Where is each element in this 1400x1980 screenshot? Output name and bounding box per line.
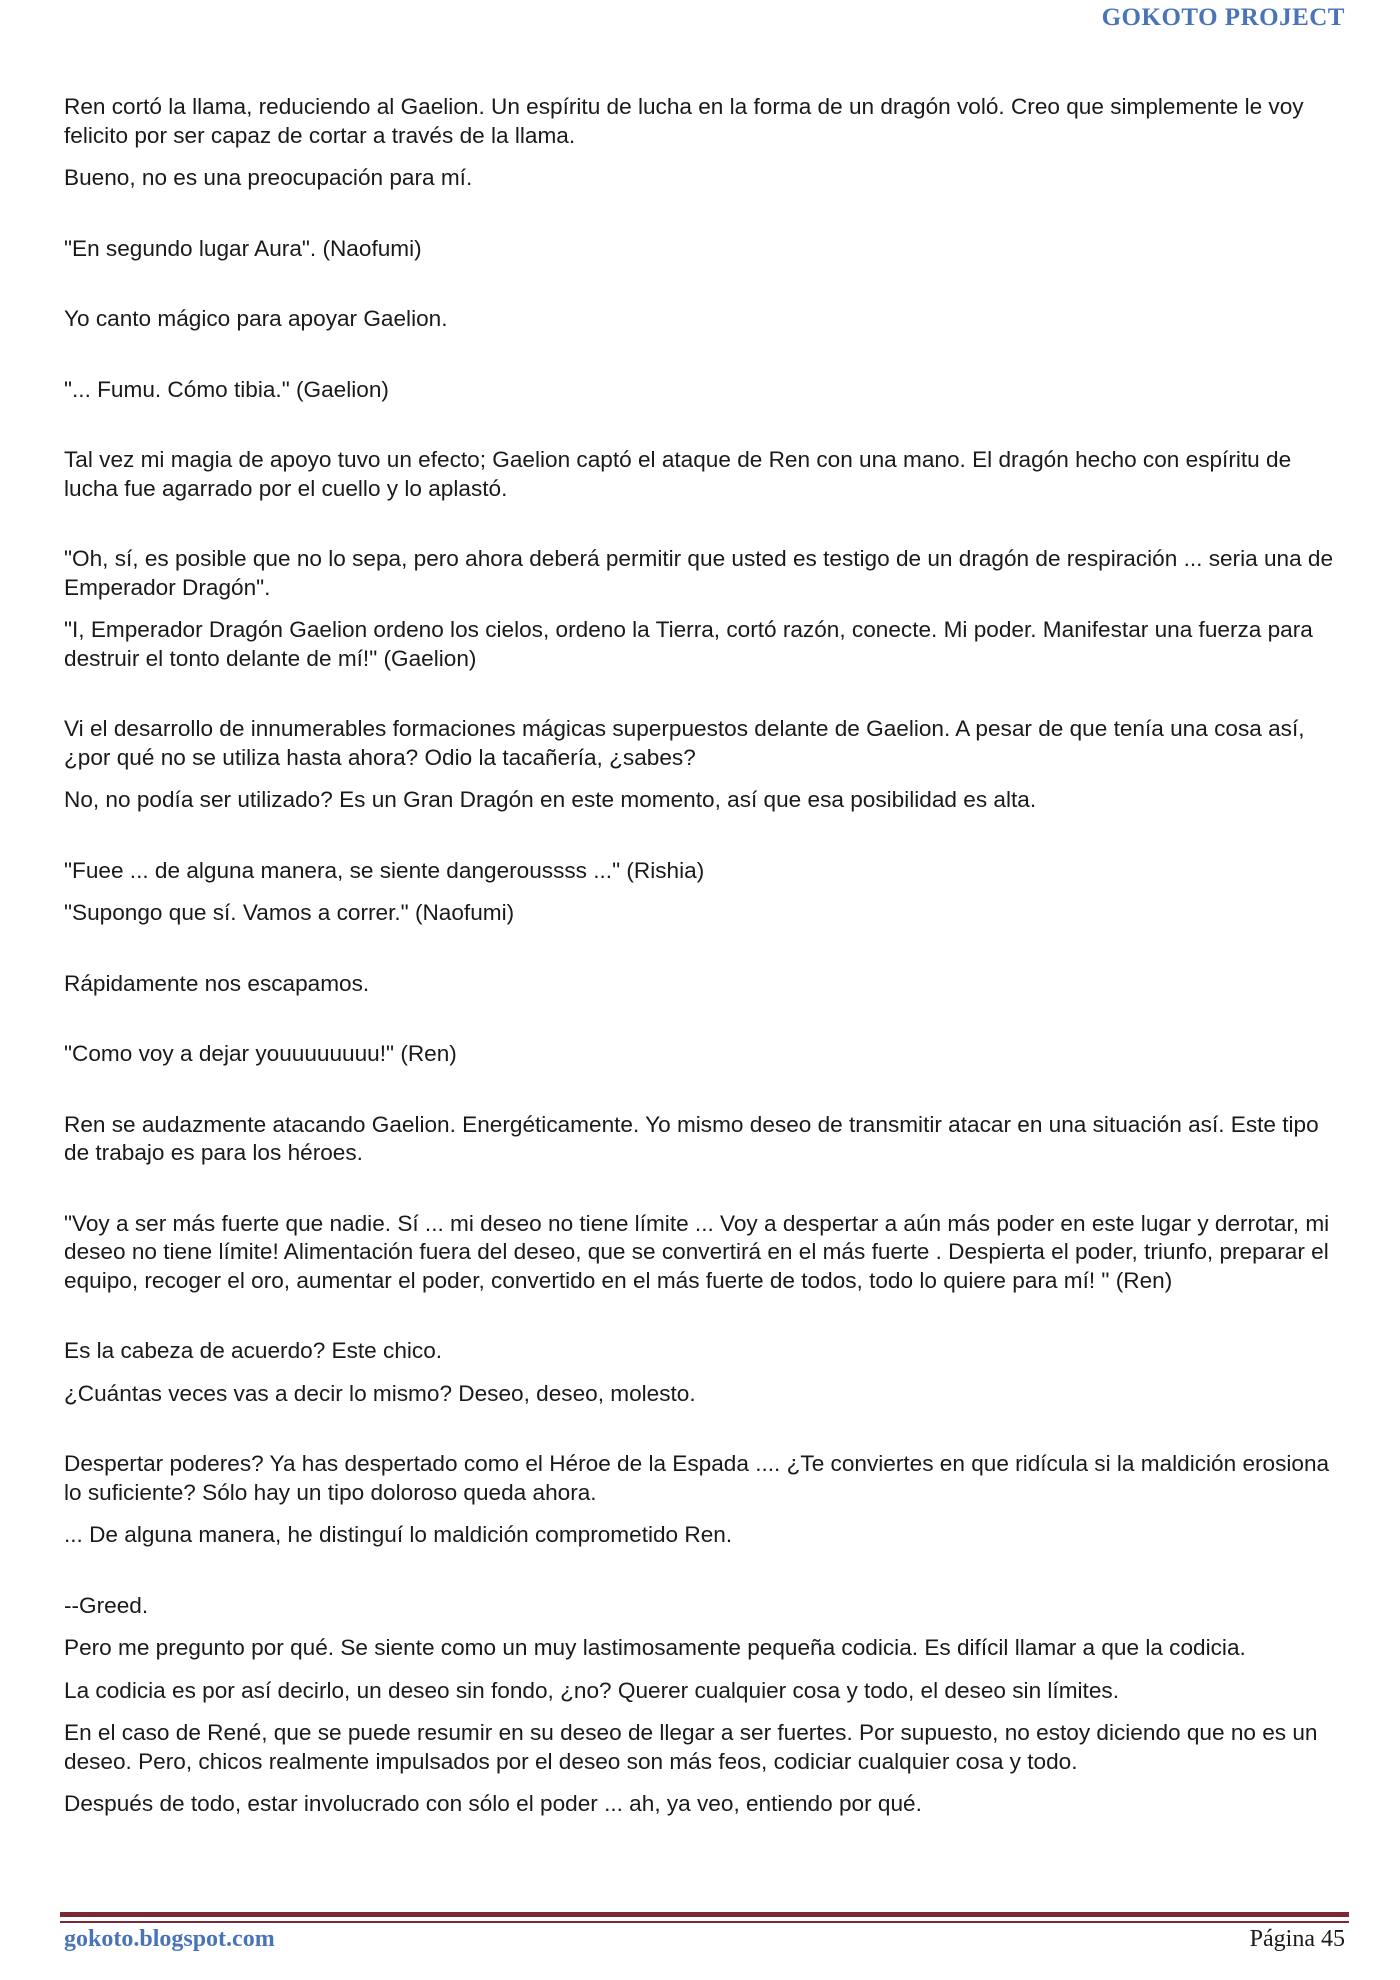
paragraph: "I, Emperador Dragón Gaelion ordeno los cielos, ordeno la Tierra, cortó razón, conecte. Mi poder. Manifestar una fuerza para destruir el tonto delante de mí!" (Gaelion): [64, 617, 1313, 671]
footer-divider: [60, 1912, 1349, 1926]
paragraph: "Como voy a dejar youuuuuuuu!" (Ren): [64, 1041, 457, 1066]
paragraph: --Greed.: [64, 1592, 149, 1618]
paragraph: "Oh, sí, es posible que no lo sepa, pero ahora deberá permitir que usted es testigo de un dragón de respiración ... seria una de Emperador Dragón".: [64, 546, 1334, 600]
paragraph: Bueno, no es una preocupación para mí.: [64, 165, 473, 190]
paragraph: "Fuee ... de alguna manera, se siente dangeroussss ..." (Rishia): [64, 857, 705, 883]
paragraph: La codicia es por así decirlo, un deseo sin fondo, ¿no? Querer cualquier cosa y todo, el deseo sin límites.: [64, 1677, 1119, 1703]
paragraph: "En segundo lugar Aura". (Naofumi): [64, 235, 422, 261]
paragraph: "Voy a ser más fuerte que nadie. Sí ... mi deseo no tiene límite ... Voy a despertar a aún más poder en este lugar y derrotar, mi deseo no tiene límite! Alimentación fuera del deseo, que se convertirá en el más fuerte . Despierta el poder, triunfo, preparar el equipo, recoger el oro, aumentar el poder, convertido en el más fuerte de todos, todo lo quiere para mí! " (Ren): [64, 1210, 1330, 1293]
header-brand: GOKOTO PROJECT: [1101, 4, 1345, 31]
paragraph: "Supongo que sí. Vamos a correr." (Naofumi): [64, 900, 515, 925]
footer-divider-thick: [60, 1912, 1349, 1917]
paragraph: Ren se audazmente atacando Gaelion. Energéticamente. Yo mismo deseo de transmitir atacar en una situación así. Este tipo de trabajo es para los héroes.: [64, 1111, 1319, 1165]
paragraph: En el caso de René, que se puede resumir en su deseo de llegar a ser fuertes. Por supuesto, no estoy diciendo que no es un deseo. Pero, chicos realmente impulsados por el deseo son más feos, codiciar cualquier cosa y todo.: [64, 1720, 1318, 1774]
footer-site-link[interactable]: gokoto.blogspot.com: [64, 1926, 275, 1952]
footer-page-number: Página 45: [1249, 1926, 1345, 1952]
footer-divider-thin: [60, 1921, 1349, 1923]
paragraph: No, no podía ser utilizado? Es un Gran Dragón en este momento, así que esa posibilidad es alta.: [64, 787, 1037, 812]
paragraph: Tal vez mi magia de apoyo tuvo un efecto; Gaelion captó el ataque de Ren con una mano. El dragón hecho con espíritu de lucha fue agarrado por el cuello y lo aplastó.: [64, 447, 1292, 501]
paragraph: Vi el desarrollo de innumerables formaciones mágicas superpuestos delante de Gaelion. A pesar de que tenía una cosa así, ¿por qué no se utiliza hasta ahora? Odio la tacañería, ¿sabes?: [64, 716, 1305, 770]
paragraph: Después de todo, estar involucrado con sólo el poder ... ah, ya veo, entiendo por qué.: [64, 1791, 922, 1816]
paragraph: Ren cortó la llama, reduciendo al Gaelion. Un espíritu de lucha en la forma de un dragón voló. Creo que simplemente le voy felicito por ser capaz de cortar a través de la llama.: [64, 94, 1304, 148]
paragraph: ¿Cuántas veces vas a decir lo mismo? Deseo, deseo, molesto.: [64, 1380, 696, 1406]
paragraph: Pero me pregunto por qué. Se siente como un muy lastimosamente pequeña codicia. Es difícil llamar a que la codicia.: [64, 1635, 1246, 1660]
paragraph: Es la cabeza de acuerdo? Este chico.: [64, 1338, 443, 1363]
paragraph: Yo canto mágico para apoyar Gaelion.: [64, 306, 448, 331]
document-body: [64, 93, 1349, 1819]
paragraph: Rápidamente nos escapamos.: [64, 970, 370, 996]
paragraph: "... Fumu. Cómo tibia." (Gaelion): [64, 376, 389, 402]
paragraph: ... De alguna manera, he distinguí lo maldición comprometido Ren.: [64, 1522, 733, 1547]
paragraph: Despertar poderes? Ya has despertado como el Héroe de la Espada .... ¿Te conviertes en que ridícula si la maldición erosiona lo suficiente? Sólo hay un tipo doloroso queda ahora.: [64, 1451, 1330, 1505]
